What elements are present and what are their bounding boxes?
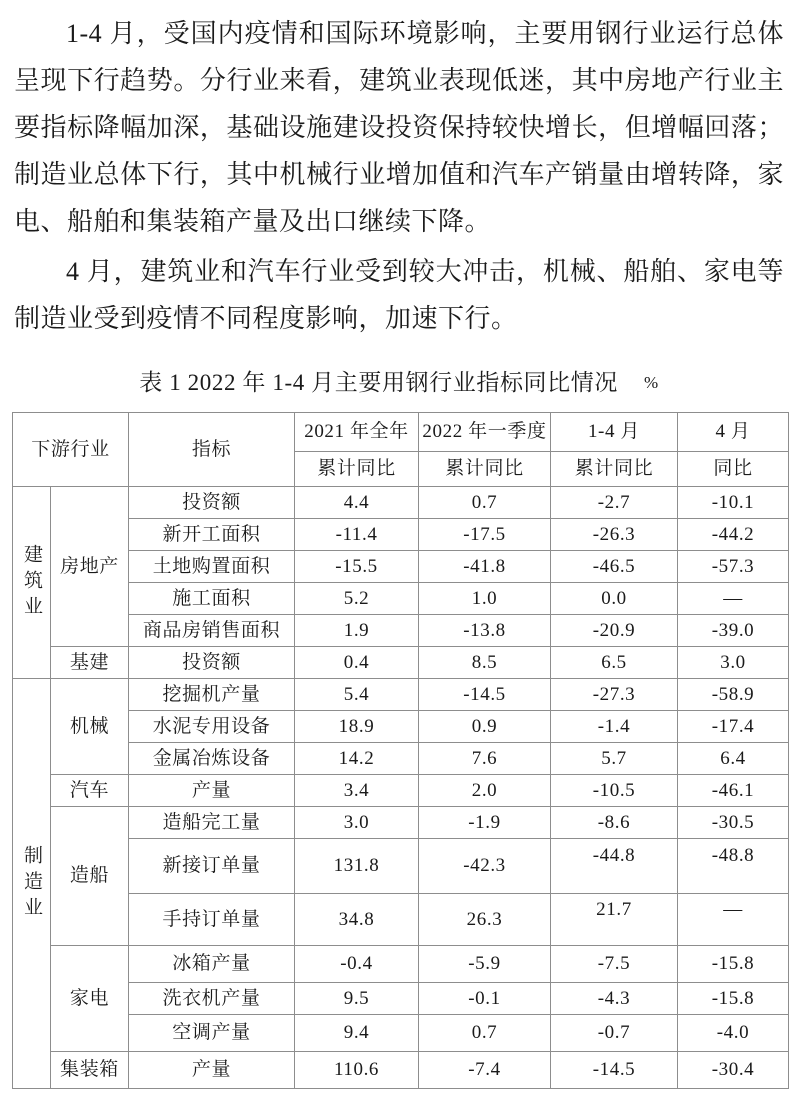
table-caption-text: 表 1 2022 年 1-4 月主要用钢行业指标同比情况: [139, 370, 618, 395]
table-row: [13, 839, 789, 894]
paragraph-april-impact: 4 月，建筑业和汽车行业受到较大冲击，机械、船舶、家电等制造业受到疫情不同程度影响，加速下行。: [14, 257, 784, 333]
value-2021: 34.8: [295, 894, 419, 946]
value-2022q1: 0.9: [419, 711, 551, 743]
value-2021: 5.4: [295, 679, 419, 711]
value-april: -17.4: [678, 711, 789, 743]
subgroup-label-home-appliance: 家电: [51, 946, 129, 1052]
value-2022q1: -7.4: [419, 1052, 551, 1089]
table-row: [13, 487, 789, 519]
table-row: [13, 743, 789, 775]
value-2022q1: 26.3: [419, 894, 551, 946]
value-2022q1: -13.8: [419, 615, 551, 647]
value-april: -15.8: [678, 946, 789, 983]
indicator-label: 洗衣机产量: [129, 983, 295, 1015]
table-row: [13, 775, 789, 807]
value-april: -48.8: [678, 839, 789, 894]
indicator-label: 施工面积: [129, 583, 295, 615]
value-2021: 3.4: [295, 775, 419, 807]
value-jan-apr: 5.7: [551, 743, 678, 775]
header-period-jan-apr: 1-4 月: [551, 413, 678, 452]
header-period-2022q1: 2022 年一季度: [419, 413, 551, 452]
steel-industry-indicators-table: [12, 412, 789, 1089]
indicator-label: 产量: [129, 775, 295, 807]
indicator-label: 新接订单量: [129, 839, 295, 894]
header-period-2021: 2021 年全年: [295, 413, 419, 452]
subgroup-label-container: 集装箱: [51, 1052, 129, 1089]
table-row: [13, 583, 789, 615]
industry-label-manufacturing: 制造业: [13, 679, 51, 1089]
value-april: -44.2: [678, 519, 789, 551]
value-2022q1: -17.5: [419, 519, 551, 551]
subgroup-label-infrastructure: 基建: [51, 647, 129, 679]
value-april: -30.4: [678, 1052, 789, 1089]
table-container: [0, 412, 798, 1089]
indicator-label: 投资额: [129, 487, 295, 519]
indicator-label: 手持订单量: [129, 894, 295, 946]
value-2021: 5.2: [295, 583, 419, 615]
value-jan-apr: -20.9: [551, 615, 678, 647]
value-april: -4.0: [678, 1015, 789, 1052]
table-row: [13, 983, 789, 1015]
value-2022q1: -14.5: [419, 679, 551, 711]
value-april: —: [678, 583, 789, 615]
table-row: [13, 551, 789, 583]
value-jan-apr: -2.7: [551, 487, 678, 519]
value-april: -57.3: [678, 551, 789, 583]
value-2022q1: 0.7: [419, 487, 551, 519]
value-jan-apr: -27.3: [551, 679, 678, 711]
value-april: -39.0: [678, 615, 789, 647]
header-measure-jan-apr: 累计同比: [551, 452, 678, 487]
value-2021: 1.9: [295, 615, 419, 647]
value-april: -15.8: [678, 983, 789, 1015]
value-2021: 18.9: [295, 711, 419, 743]
industry-label-construction: 建筑业: [13, 487, 51, 679]
value-2022q1: 2.0: [419, 775, 551, 807]
indicator-label: 商品房销售面积: [129, 615, 295, 647]
value-2022q1: -1.9: [419, 807, 551, 839]
value-jan-apr: -1.4: [551, 711, 678, 743]
value-2021: -11.4: [295, 519, 419, 551]
value-2021: 3.0: [295, 807, 419, 839]
value-april: 3.0: [678, 647, 789, 679]
paragraph-overview: 1-4 月，受国内疫情和国际环境影响，主要用钢行业运行总体呈现下行趋势。分行业来看，建筑业表现低迷，其中房地产行业主要指标降幅加深，基础设施建设投资保持较快增长，但增幅回落；制造业总体下行，其中机械行业增加值和汽车产销量由增转降，家电、船舶和集装箱产量及出口继续下降。: [14, 19, 784, 236]
header-measure-2021: 累计同比: [295, 452, 419, 487]
header-indicator: 指标: [129, 413, 295, 487]
table-row: [13, 946, 789, 983]
subgroup-label-machinery: 机械: [51, 679, 129, 775]
value-april: 6.4: [678, 743, 789, 775]
indicator-label: 新开工面积: [129, 519, 295, 551]
table-row: [13, 1015, 789, 1052]
table-unit-label: %: [643, 373, 659, 392]
value-jan-apr: 6.5: [551, 647, 678, 679]
value-april: —: [678, 894, 789, 946]
value-2022q1: 8.5: [419, 647, 551, 679]
header-industry-group: 下游行业: [13, 413, 129, 487]
subgroup-label-automobile: 汽车: [51, 775, 129, 807]
value-jan-apr: -44.8: [551, 839, 678, 894]
table-header-row-period: [13, 413, 789, 452]
value-2022q1: 0.7: [419, 1015, 551, 1052]
header-period-april: 4 月: [678, 413, 789, 452]
header-measure-april: 同比: [678, 452, 789, 487]
indicator-label: 空调产量: [129, 1015, 295, 1052]
value-april: -10.1: [678, 487, 789, 519]
table-row: [13, 679, 789, 711]
value-jan-apr: -14.5: [551, 1052, 678, 1089]
value-2021: 4.4: [295, 487, 419, 519]
subgroup-label-shipbuilding: 造船: [51, 807, 129, 946]
value-2022q1: -42.3: [419, 839, 551, 894]
value-april: -46.1: [678, 775, 789, 807]
value-2022q1: -5.9: [419, 946, 551, 983]
value-jan-apr: 0.0: [551, 583, 678, 615]
table-caption: [0, 342, 798, 412]
value-jan-apr: -0.7: [551, 1015, 678, 1052]
value-2021: -15.5: [295, 551, 419, 583]
table-row: [13, 647, 789, 679]
table-row: [13, 894, 789, 946]
table-row: [13, 519, 789, 551]
value-2021: 131.8: [295, 839, 419, 894]
indicator-label: 造船完工量: [129, 807, 295, 839]
subgroup-label-real-estate: 房地产: [51, 487, 129, 647]
value-jan-apr: -4.3: [551, 983, 678, 1015]
indicator-label: 土地购置面积: [129, 551, 295, 583]
indicator-label: 挖掘机产量: [129, 679, 295, 711]
indicator-label: 冰箱产量: [129, 946, 295, 983]
value-jan-apr: 21.7: [551, 894, 678, 946]
table-row: [13, 615, 789, 647]
value-2021: 14.2: [295, 743, 419, 775]
table-row: [13, 1052, 789, 1089]
value-2022q1: -41.8: [419, 551, 551, 583]
value-april: -58.9: [678, 679, 789, 711]
value-2021: 9.5: [295, 983, 419, 1015]
value-jan-apr: -10.5: [551, 775, 678, 807]
value-2021: 9.4: [295, 1015, 419, 1052]
header-measure-2022q1: 累计同比: [419, 452, 551, 487]
value-2022q1: 1.0: [419, 583, 551, 615]
value-jan-apr: -7.5: [551, 946, 678, 983]
indicator-label: 投资额: [129, 647, 295, 679]
indicator-label: 产量: [129, 1052, 295, 1089]
table-row: [13, 711, 789, 743]
table-row: [13, 807, 789, 839]
value-jan-apr: -8.6: [551, 807, 678, 839]
value-2022q1: -0.1: [419, 983, 551, 1015]
value-jan-apr: -26.3: [551, 519, 678, 551]
indicator-label: 水泥专用设备: [129, 711, 295, 743]
value-2021: 0.4: [295, 647, 419, 679]
value-2021: 110.6: [295, 1052, 419, 1089]
value-april: -30.5: [678, 807, 789, 839]
indicator-label: 金属冶炼设备: [129, 743, 295, 775]
value-2022q1: 7.6: [419, 743, 551, 775]
value-2021: -0.4: [295, 946, 419, 983]
value-jan-apr: -46.5: [551, 551, 678, 583]
